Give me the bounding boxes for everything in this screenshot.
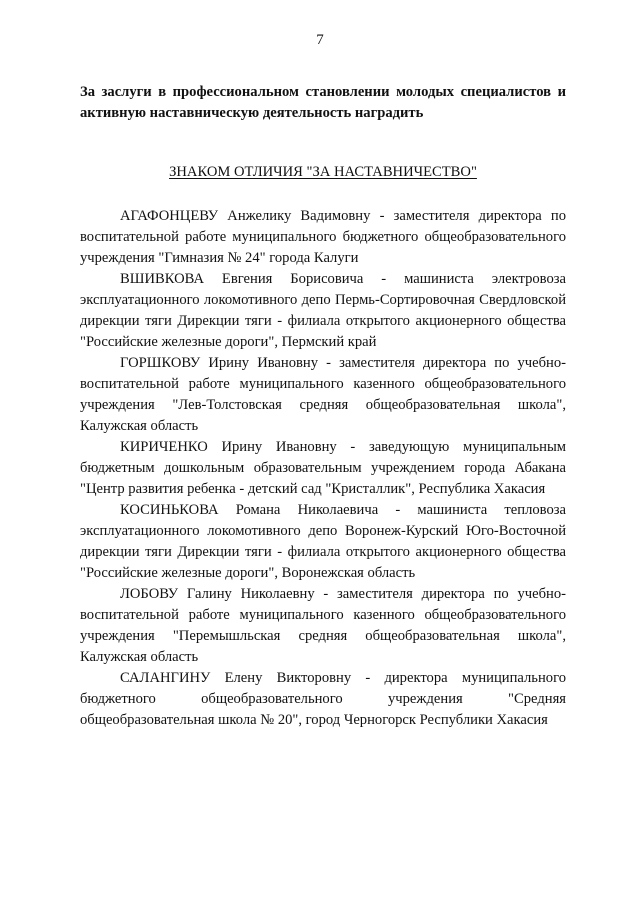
awardee-entry: ЛОБОВУ Галину Николаевну - заместителя директора по учебно-воспитательной работе муниципального казенного общеобразовательного учреждения "Перемышльская средняя общеобразовательная школа", Калужская область — [80, 586, 566, 665]
page-number: 7 — [316, 32, 324, 48]
awardee-entry: САЛАНГИНУ Елену Викторовну - директора муниципального бюджетного общеобразовательного учреждения "Средняя общеобразовательная школа № 20", город Черногорск Республики Хакасия — [80, 670, 566, 728]
awardee-list — [80, 206, 566, 731]
award-intro: За заслуги в профессиональном становлении молодых специалистов и активную наставническую деятельность наградить — [80, 84, 566, 121]
awardee-entry: КОСИНЬКОВА Романа Николаевича - машиниста тепловоза эксплуатационного локомотивного депо Воронеж-Курский Юго-Восточной дирекции тяги Дирекции тяги - филиала открытого акционерного общества "Российские железные дороги", Воронежская область — [80, 502, 566, 581]
awardee-entry: ГОРШКОВУ Ирину Ивановну - заместителя директора по учебно-воспитательной работе муниципального казенного общеобразовательного учреждения "Лев-Толстовская средняя общеобразовательная школа", Калужская область — [80, 355, 566, 434]
award-title-text: ЗНАКОМ ОТЛИЧИЯ "ЗА НАСТАВНИЧЕСТВО" — [169, 164, 477, 180]
awardee-entry: КИРИЧЕНКО Ирину Ивановну - заведующую муниципальным бюджетным дошкольным образовательным учреждением города Абакана "Центр развития ребенка - детский сад "Кристаллик", Республика Хакасия — [80, 439, 566, 497]
awardee-entry: АГАФОНЦЕВУ Анжелику Вадимовну - заместителя директора по воспитательной работе муниципального бюджетного общеобразовательного учреждения "Гимназия № 24" города Калуги — [80, 208, 566, 266]
award-title — [80, 162, 566, 182]
awardee-entry: ВШИВКОВА Евгения Борисовича - машиниста электровоза эксплуатационного локомотивного депо Пермь-Сортировочная Свердловской дирекции тяги Дирекции тяги - филиала открытого акционерного общества "Российские железные дороги", Пермский край — [80, 271, 566, 350]
